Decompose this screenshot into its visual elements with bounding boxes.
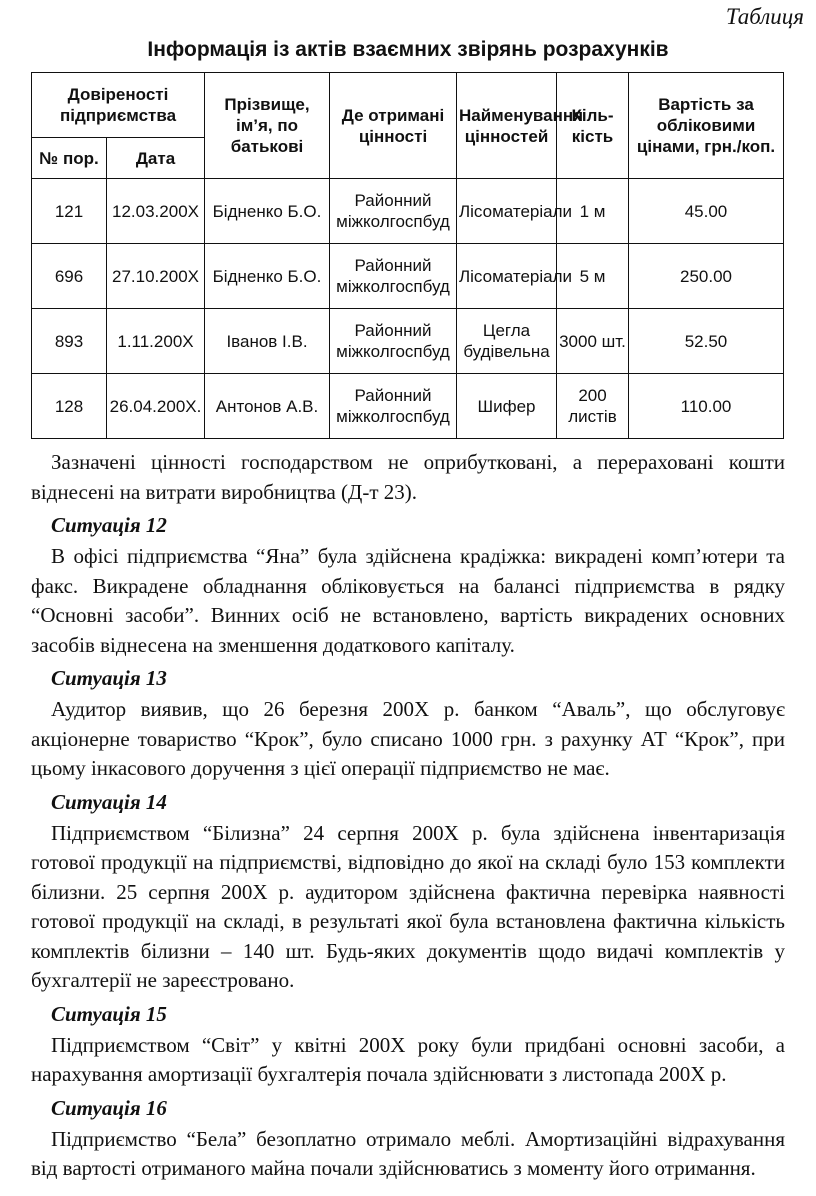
header-item-name: Найменування цінностей: [457, 73, 557, 179]
cell-source: Районний міжколгоспбуд: [330, 309, 457, 374]
situation-16-text: Підприємство “Бела” безоплатно отримало меблі. Амортизаційні відрахування від вартості отриманого майна почали здійснюватись з моменту його отримання.: [31, 1126, 785, 1180]
cell-item: Лісоматеріали: [457, 244, 557, 309]
cell-date: 1.11.200Х: [107, 309, 205, 374]
cell-value: 110.00: [629, 374, 784, 439]
cell-number: 121: [32, 179, 107, 244]
cell-qty: 3000 шт.: [557, 309, 629, 374]
cell-date: 26.04.200Х.: [107, 374, 205, 439]
cell-number: 893: [32, 309, 107, 374]
cell-name: Бідненко Б.О.: [205, 244, 330, 309]
reconciliation-table: [31, 72, 784, 439]
cell-number: 128: [32, 374, 107, 439]
cell-qty: 200 листів: [557, 374, 629, 439]
header-source: Де отримані цінності: [330, 73, 457, 179]
situation-14-text: Підприємством “Білизна” 24 серпня 200Х р. була здійснена інвентаризація готової продукції на підприємстві, відповідно до якої на складі було 153 комплекти білизни. 25 серпня 200Х р. аудитором здійснена фактична перевірка наявності готової продукції на складі, в результаті якої була встановлена фактична кількість комплектів білизни – 140 шт. Будь-яких документів щодо видачі комплектів у бухгалтерії не зареєстровано.: [31, 820, 785, 992]
cell-name: Бідненко Б.О.: [205, 179, 330, 244]
paragraph-after-table: Зазначені цінності господарством не оприбутковані, а перераховані кошти віднесені на витрати виробництва (Д-т 23).: [31, 450, 785, 504]
cell-name: Іванов І.В.: [205, 309, 330, 374]
situation-13-heading: Ситуація 13: [51, 666, 167, 690]
header-full-name: Прізвище, ім’я, по батькові: [205, 73, 330, 179]
cell-number: 696: [32, 244, 107, 309]
situation-15-text: Підприємством “Світ” у квітні 200Х року були придбані основні засоби, а нарахування амортизації бухгалтерія почала здійснювати з листопада 200Х р.: [31, 1032, 785, 1086]
cell-source: Районний міжколгоспбуд: [330, 244, 457, 309]
cell-qty: 1 м: [557, 179, 629, 244]
cell-value: 45.00: [629, 179, 784, 244]
header-power-of-attorney: Довіреності підприємства: [32, 73, 205, 138]
table-title: Інформація із актів взаємних звірянь розрахунків: [147, 38, 669, 61]
header-number: № пор.: [32, 138, 107, 179]
cell-item: Лісоматеріали: [457, 179, 557, 244]
table-caption-label: Таблиця: [725, 4, 804, 29]
header-value: Вартість за обліковими цінами, грн./коп.: [629, 73, 784, 179]
table-row: [32, 244, 784, 309]
cell-item: Цегла будівельна: [457, 309, 557, 374]
situation-12-heading: Ситуація 12: [51, 513, 167, 537]
cell-date: 12.03.200Х: [107, 179, 205, 244]
situation-14-heading: Ситуація 14: [51, 789, 167, 814]
cell-source: Районний міжколгоспбуд: [330, 179, 457, 244]
cell-value: 52.50: [629, 309, 784, 374]
header-quantity: Кіль-кість: [557, 73, 629, 179]
cell-date: 27.10.200Х: [107, 244, 205, 309]
cell-item: Шифер: [457, 374, 557, 439]
cell-qty: 5 м: [557, 244, 629, 309]
cell-name: Антонов А.В.: [205, 374, 330, 439]
situation-15-heading: Ситуація 15: [51, 1001, 167, 1026]
table-row: [32, 374, 784, 439]
cell-source: Районний міжколгоспбуд: [330, 374, 457, 439]
table-row: [32, 179, 784, 244]
situation-12-text: В офісі підприємства “Яна” була здійснена крадіжка: викрадені комп’ютери та факс. Викрадене обладнання обліковується на балансі підприємства в рядку “Основні засоби”. Винних осіб не встановлено, вартість викрадених основних засобів віднесена на зменшення додаткового капіталу.: [31, 544, 785, 657]
situation-13-text: Аудитор виявив, що 26 березня 200Х р. банком “Аваль”, що обслуговує акціонерне товариство “Крок”, було списано 1000 грн. з рахунку АТ “Крок”, при цьому інкасового доручення з цієї операції підприємство не має.: [31, 697, 785, 780]
document-body: [31, 448, 785, 1184]
cell-value: 250.00: [629, 244, 784, 309]
table-row: [32, 309, 784, 374]
header-date: Дата: [107, 138, 205, 179]
situation-16-heading: Ситуація 16: [51, 1095, 167, 1120]
